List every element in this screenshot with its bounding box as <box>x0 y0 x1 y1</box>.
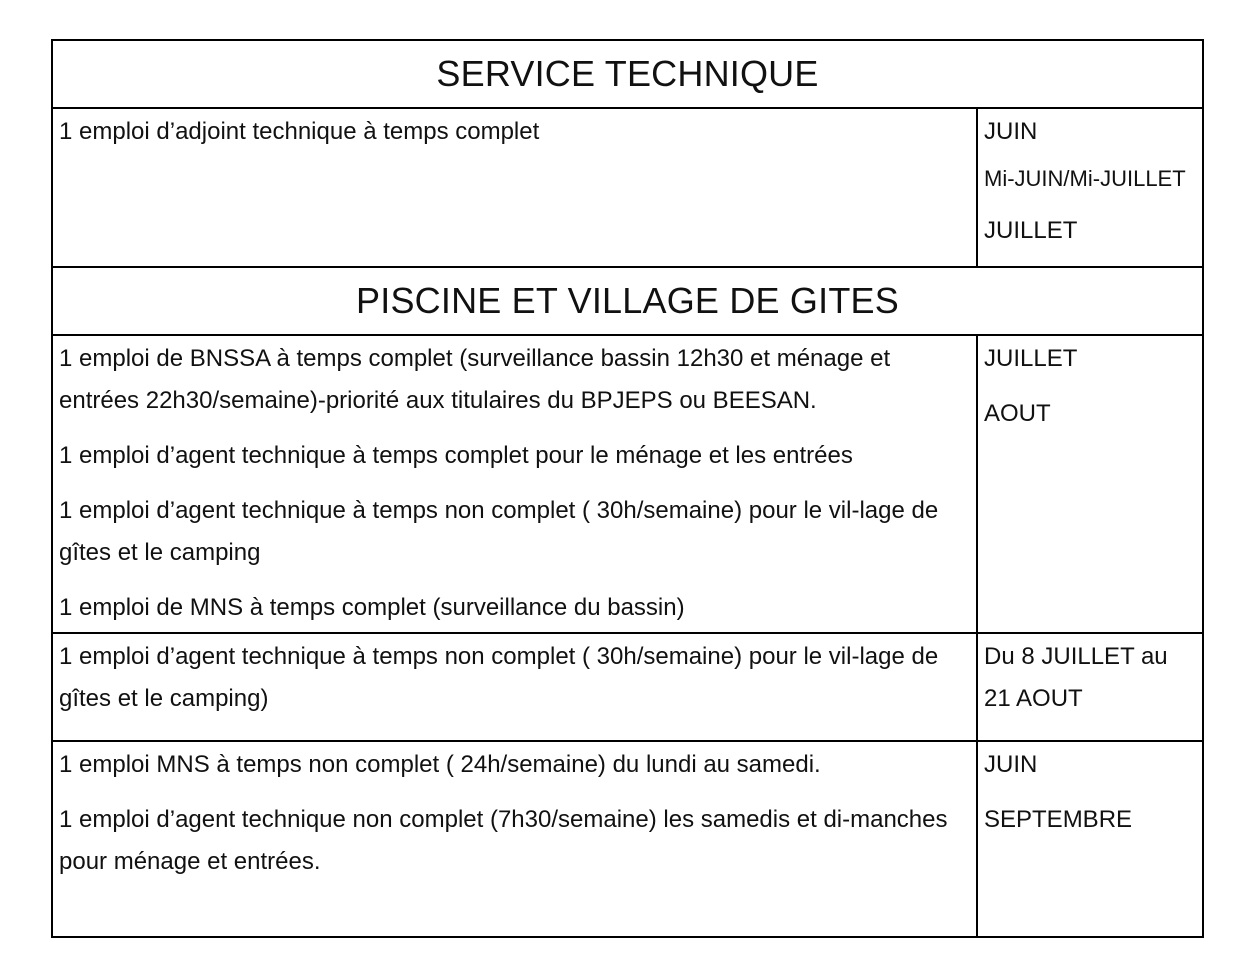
section-title: SERVICE TECHNIQUE <box>436 53 819 94</box>
job-description-cell <box>53 109 976 266</box>
period-label: Mi-JUIN/Mi-JUILLET <box>984 166 1186 191</box>
period-cell <box>976 742 1202 936</box>
job-description: 1 emploi d’agent technique à temps non complet ( 30h/semaine) pour le vil-lage de gîtes et le camping <box>59 497 939 566</box>
section-header-piscine <box>53 266 1202 334</box>
job-description: 1 emploi d’agent technique à temps complet pour le ménage et les entrées <box>59 442 853 469</box>
job-description-cell <box>53 336 976 632</box>
section-header-service-technique <box>53 41 1202 107</box>
job-description: 1 emploi d’agent technique non complet (7h30/semaine) les samedis et di-manches pour ménage et entrées. <box>59 806 948 875</box>
period-cell <box>976 634 1202 740</box>
period-cell <box>976 109 1202 266</box>
period-label: JUILLET <box>984 217 1078 244</box>
table-row <box>53 107 1202 266</box>
period-label: Du 8 JUILLET au 21 AOUT <box>984 643 1168 712</box>
table-row <box>53 632 1202 740</box>
recruitment-table <box>51 39 1204 938</box>
period-label: JUIN <box>984 751 1038 778</box>
period-label: AOUT <box>984 400 1051 427</box>
table-row <box>53 334 1202 632</box>
period-label: JUIN <box>984 118 1038 145</box>
job-description: 1 emploi d’adjoint technique à temps complet <box>59 118 540 145</box>
period-cell <box>976 336 1202 632</box>
job-description: 1 emploi MNS à temps non complet ( 24h/semaine) du lundi au samedi. <box>59 751 821 778</box>
table-row <box>53 740 1202 936</box>
section-title: PISCINE ET VILLAGE DE GITES <box>356 280 899 321</box>
period-label: SEPTEMBRE <box>984 806 1133 833</box>
job-description: 1 emploi de MNS à temps complet (surveillance du bassin) <box>59 594 685 621</box>
job-description-cell <box>53 634 976 740</box>
job-description-cell <box>53 742 976 936</box>
job-description: 1 emploi de BNSSA à temps complet (surveillance bassin 12h30 et ménage et entrées 22h30/semaine)-priorité aux titulaires du BPJEPS ou BEESAN. <box>59 345 891 414</box>
period-label: JUILLET <box>984 345 1078 372</box>
job-description: 1 emploi d’agent technique à temps non complet ( 30h/semaine) pour le vil-lage de gîtes et le camping) <box>59 643 939 712</box>
